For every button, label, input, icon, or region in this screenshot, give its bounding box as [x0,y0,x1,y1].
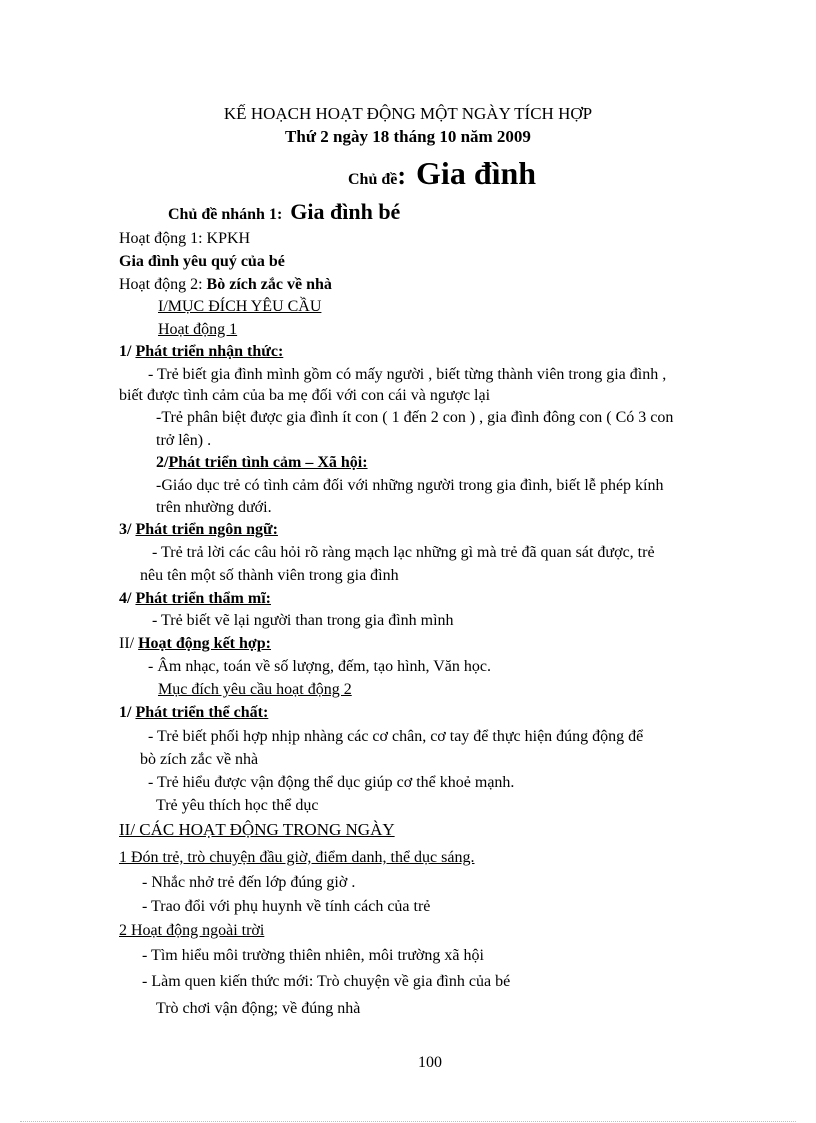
subtheme-label: Chủ đề nhánh 1: [168,206,283,223]
theme-colon: : [397,161,407,190]
cognitive-title: Phát triển nhận thức: [135,343,284,360]
daily-item-2-line-1: - Tìm hiểu môi trường thiên nhiên, môi trường xã hội [142,947,484,964]
section-2-subheading: Mục đích yêu cầu hoạt động 2 [158,681,352,698]
emotion-number: 2/ [156,454,169,471]
physical-title: Phát triển thể chất: [135,704,269,721]
language-heading [119,520,278,540]
language-number: 3/ [119,521,136,538]
theme-label: Chủ đề [348,171,398,188]
emotion-heading [156,453,368,473]
section-3-heading: II/ CÁC HOẠT ĐỘNG TRONG NGÀY [119,820,395,839]
emotion-line-2: trên nhường dưới. [156,499,272,516]
cognitive-line-1: - Trẻ biết gia đình mình gồm có mấy người , biết từng thành viên trong gia đình , [148,366,667,383]
theme-heading [348,155,537,195]
emotion-line-1: -Giáo dục trẻ có tình cảm đối với những người trong gia đình, biết lễ phép kính [156,477,664,494]
plan-title: KẾ HOẠCH HOẠT ĐỘNG MỘT NGÀY TÍCH HỢP [223,104,593,123]
daily-item-2: 2 Hoạt động ngoài trời [119,922,265,939]
subtheme-name: Gia đình bé [290,199,401,224]
aesthetic-line-1: - Trẻ biết vẽ lại người than trong gia đình mình [152,612,454,629]
language-title: Phát triển ngôn ngữ: [135,521,278,538]
section-2-number: II/ [119,635,139,652]
activity-2-name: Bò zích zắc về nhà [206,276,332,293]
aesthetic-heading [119,589,271,609]
activity-2-prefix: Hoạt động 2: [119,276,207,293]
emotion-title: Phát triển tình cảm – Xã hội: [168,454,368,471]
section-2-heading [119,634,271,654]
subtheme-heading [168,198,400,229]
activity-1-name: Gia đình yêu quý của bé [119,253,285,270]
page-number: 100 [418,1054,442,1071]
physical-heading [119,703,268,723]
cognitive-line-2: biết được tình cảm của ba mẹ đối với con cái và ngược lại [119,387,491,404]
cognitive-line-4: trở lên) . [156,432,212,449]
daily-item-1: 1 Đón trẻ, trò chuyện đầu giờ, điểm danh, thể dục sáng. [119,849,475,866]
cognitive-line-3: -Trẻ phân biệt được gia đình ít con ( 1 đến 2 con ) , gia đình đông con ( Có 3 con [156,409,674,426]
section-2-title: Hoạt động kết hợp: [138,635,271,652]
activity-1: Hoạt động 1: KPKH [119,230,251,247]
daily-item-1-line-2: - Trao đổi với phụ huynh về tính cách của trẻ [142,898,431,915]
daily-item-1-line-1: - Nhắc nhở trẻ đến lớp đúng giờ . [142,874,356,891]
language-line-1: - Trẻ trả lời các câu hỏi rõ ràng mạch lạc những gì mà trẻ đã quan sát được, trẻ [152,544,655,561]
aesthetic-number: 4/ [119,590,136,607]
daily-item-2-line-3: Trò chơi vận động; về đúng nhà [156,1000,361,1017]
aesthetic-title: Phát triển thẩm mĩ: [135,590,271,607]
cognitive-number: 1/ [119,343,136,360]
theme-name: Gia đình [416,155,537,191]
cognitive-heading [119,342,283,362]
language-line-2: nêu tên một số thành viên trong gia đình [140,567,399,584]
physical-line-4: Trẻ yêu thích học thể dục [156,797,319,814]
physical-line-2: bò zích zắc về nhà [140,751,259,768]
section-1-heading: I/MỤC ĐÍCH YÊU CẦU [158,298,322,315]
physical-line-3: - Trẻ hiểu được vận động thể dục giúp cơ thể khoẻ mạnh. [148,774,515,791]
section-2-line-1: - Âm nhạc, toán về số lượng, đếm, tạo hình, Văn học. [148,658,491,675]
plan-date: Thứ 2 ngày 18 tháng 10 năm 2009 [285,127,531,146]
daily-item-2-line-2: - Làm quen kiến thức mới: Trò chuyện về gia đình của bé [142,973,511,990]
physical-number: 1/ [119,704,136,721]
activity-2 [119,275,332,295]
physical-line-1: - Trẻ biết phối hợp nhịp nhàng các cơ chân, cơ tay để thực hiện đúng động để [148,728,644,745]
page-bottom-divider [20,1121,796,1122]
section-1-subheading: Hoạt động 1 [158,321,238,338]
